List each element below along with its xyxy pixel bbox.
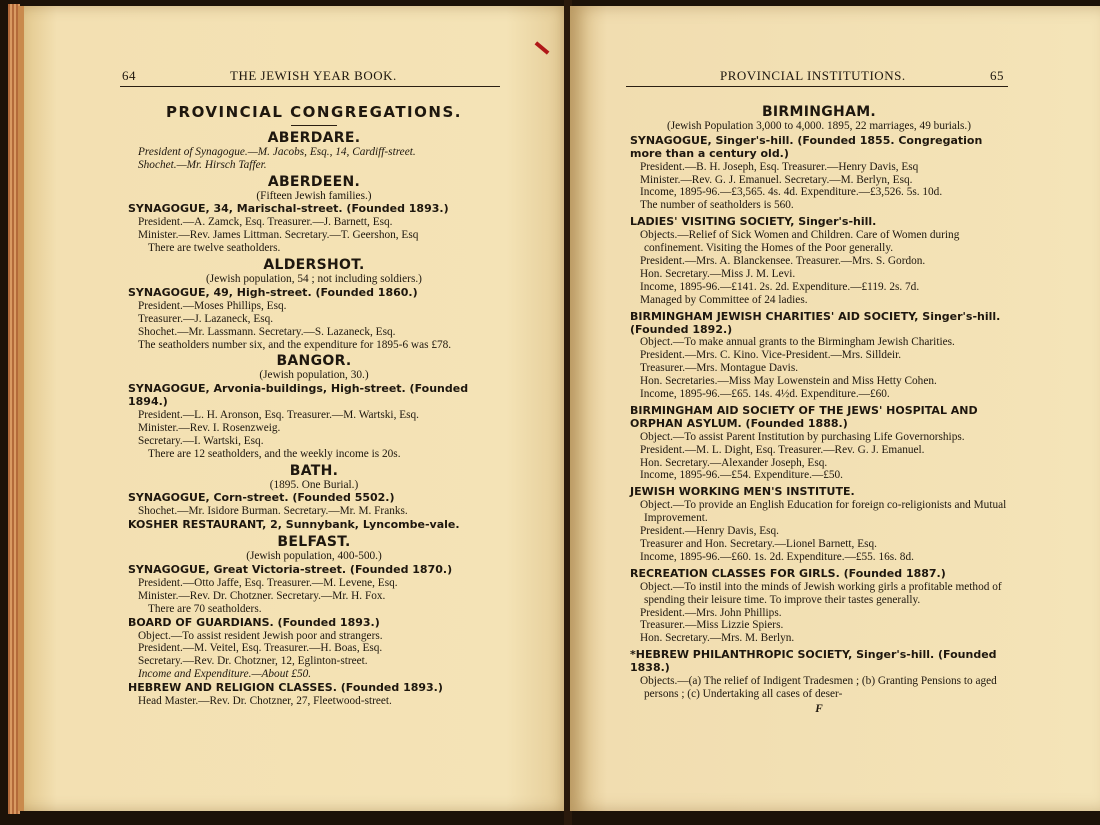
right-running-head: PROVINCIAL INSTITUTIONS. bbox=[720, 68, 906, 83]
entry-line: Minister.—Rev. G. J. Emanuel. Secretary.—M. Berlyn, Esq. bbox=[640, 173, 913, 186]
town-subtitle: (1895. One Burial.) bbox=[269, 478, 359, 491]
entry-line: Treasurer.—Miss Lizzie Spiers. bbox=[640, 619, 784, 632]
entry-line: SYNAGOGUE, Singer's-hill. (Founded 1855. Congregation more than a century old.) bbox=[630, 133, 983, 160]
town-subtitle: (Jewish Population 3,000 to 4,000. 1895, 22 marriages, 49 burials.) bbox=[666, 119, 972, 132]
entry-line: BOARD OF GUARDIANS. (Founded 1893.) bbox=[128, 615, 380, 629]
entry-line: Minister.—Rev. Dr. Chotzner. Secretary.—Mr. H. Fox. bbox=[138, 589, 386, 602]
left-head-rule bbox=[120, 86, 500, 87]
entry-line: Secretary.—Rev. Dr. Chotzner, 12, Eglinton-street. bbox=[138, 655, 368, 668]
entry-line: Income, 1895-96.—£54. Expenditure.—£50. bbox=[640, 469, 843, 482]
entry-line: KOSHER RESTAURANT, 2, Sunnybank, Lyncombe-vale. bbox=[128, 518, 460, 532]
right-page bbox=[570, 6, 1100, 811]
town-heading: ALDERSHOT. bbox=[263, 257, 365, 274]
left-page-number: 64 bbox=[122, 68, 136, 83]
entry-line: Income and Expenditure.—About £50. bbox=[138, 668, 312, 681]
entry-line: President.—Mrs. C. Kino. Vice-President.—Mrs. Silldeir. bbox=[640, 349, 902, 362]
town-heading: ABERDEEN. bbox=[267, 173, 361, 190]
title-rule bbox=[291, 125, 337, 126]
entry-line: Hon. Secretary.—Alexander Joseph, Esq. bbox=[640, 456, 828, 469]
entry-line: There are 70 seatholders. bbox=[148, 602, 262, 615]
entry-line: Objects.—(a) The relief of Indigent Tradesmen ; (b) Granting Pensions to aged persons ; (c) Undertaking all cases of deser- bbox=[640, 675, 997, 700]
entry-line: Managed by Committee of 24 ladies. bbox=[640, 293, 808, 306]
entry-line: JEWISH WORKING MEN'S INSTITUTE. bbox=[630, 485, 855, 499]
entry-line: SYNAGOGUE, Arvonia-buildings, High-street. (Founded 1894.) bbox=[128, 382, 469, 409]
entry-line: Shochet.—Mr. Lassmann. Secretary.—S. Lazaneck, Esq. bbox=[138, 325, 396, 338]
right-column bbox=[630, 102, 1008, 716]
town-heading: BANGOR. bbox=[276, 353, 352, 370]
town-heading: BATH. bbox=[289, 462, 339, 479]
entry-line: President.—Henry Davis, Esq. bbox=[640, 525, 779, 538]
entry-line: Object.—To instil into the minds of Jewish working girls a profitable method of spending their leisure time. To improve their tastes generally. bbox=[640, 580, 1002, 606]
town-subtitle: (Jewish population, 54 ; not including soldiers.) bbox=[206, 272, 422, 285]
entry-line: President of Synagogue.—M. Jacobs, Esq., 14, Cardiff-street. bbox=[138, 145, 416, 158]
entry-line: President.—Mrs. A. Blanckensee. Treasurer.—Mrs. S. Gordon. bbox=[640, 254, 926, 267]
entry-line: Object.—To assist resident Jewish poor and strangers. bbox=[138, 629, 383, 642]
entry-line: Object.—To assist Parent Institution by purchasing Life Governorships. bbox=[640, 430, 965, 443]
signature-mark: F bbox=[815, 702, 823, 715]
right-head-rule bbox=[626, 86, 1008, 87]
entry-line: BIRMINGHAM AID SOCIETY OF THE JEWS' HOSPITAL AND ORPHAN ASYLUM. (Founded 1888.) bbox=[630, 403, 978, 430]
left-page bbox=[18, 6, 572, 811]
entry-line: Minister.—Rev. James Littman. Secretary.—T. Geershon, Esq bbox=[138, 229, 419, 242]
entry-line: BIRMINGHAM JEWISH CHARITIES' AID SOCIETY, Singer's-hill. (Founded 1892.) bbox=[630, 309, 1001, 336]
ink-mark bbox=[535, 41, 550, 54]
entry-line: Head Master.—Rev. Dr. Chotzner, 27, Fleetwood-street. bbox=[138, 695, 392, 708]
entry-line: There are twelve seatholders. bbox=[148, 242, 281, 255]
entry-line: Income, 1895-96.—£3,565. 4s. 4d. Expenditure.—£3,526. 5s. 10d. bbox=[640, 186, 943, 199]
entry-line: RECREATION CLASSES FOR GIRLS. (Founded 1887.) bbox=[630, 566, 946, 580]
town-subtitle: (Fifteen Jewish families.) bbox=[256, 189, 372, 202]
entry-line: Hon. Secretaries.—Miss May Lowenstein and Miss Hetty Cohen. bbox=[640, 375, 937, 388]
entry-line: Shochet.—Mr. Isidore Burman. Secretary.—Mr. M. Franks. bbox=[138, 505, 408, 518]
town-heading: BIRMINGHAM. bbox=[761, 104, 877, 120]
entry-line: Income, 1895-96.—£65. 14s. 4½d. Expenditure.—£60. bbox=[640, 388, 890, 401]
entry-line: The seatholders number six, and the expenditure for 1895-6 was £78. bbox=[138, 338, 452, 351]
entry-line: HEBREW AND RELIGION CLASSES. (Founded 1893.) bbox=[128, 681, 443, 695]
entry-line: SYNAGOGUE, 34, Marischal-street. (Founded 1893.) bbox=[128, 202, 449, 216]
entry-line: Treasurer and Hon. Secretary.—Lionel Barnett, Esq. bbox=[640, 538, 877, 550]
entry-line: President.—Mrs. John Phillips. bbox=[640, 606, 782, 619]
entry-line: President.—Otto Jaffe, Esq. Treasurer.—M. Levene, Esq. bbox=[138, 576, 398, 589]
entry-line: Secretary.—I. Wartski, Esq. bbox=[138, 434, 264, 447]
entry-line: President.—A. Zamck, Esq. Treasurer.—J. Barnett, Esq. bbox=[138, 216, 393, 229]
entry-line: *HEBREW PHILANTHROPIC SOCIETY, Singer's-hill. (Founded 1838.) bbox=[630, 648, 997, 675]
entry-line: Objects.—Relief of Sick Women and Children. Care of Women during confinement. Visiting the Homes of the Poor generally. bbox=[640, 229, 960, 255]
entry-line: Object.—To make annual grants to the Birmingham Jewish Charities. bbox=[640, 336, 955, 349]
entry-line: SYNAGOGUE, 49, High-street. (Founded 1860.) bbox=[128, 285, 418, 299]
town-heading: BELFAST. bbox=[277, 534, 351, 551]
entry-line: LADIES' VISITING SOCIETY, Singer's-hill. bbox=[630, 215, 877, 229]
entry-line: Object.—To provide an English Education for foreign co-religionists and Mutual Improvement. bbox=[640, 499, 1007, 525]
town-heading: ABERDARE. bbox=[267, 129, 361, 146]
entry-line: Minister.—Rev. I. Rosenzweig. bbox=[138, 421, 281, 434]
right-page-number: 65 bbox=[990, 68, 1004, 83]
entry-line: President.—M. Veitel, Esq. Treasurer.—H. Boas, Esq. bbox=[138, 642, 383, 655]
entry-line: Income, 1895-96.—£141. 2s. 2d. Expenditure.—£119. 2s. 7d. bbox=[640, 280, 920, 293]
entry-line: Hon. Secretary.—Miss J. M. Levi. bbox=[640, 267, 796, 280]
entry-line: There are 12 seatholders, and the weekly income is 20s. bbox=[148, 447, 401, 460]
left-column bbox=[128, 103, 500, 708]
entry-line: Shochet.—Mr. Hirsch Taffer. bbox=[138, 158, 267, 171]
entry-line: President.—B. H. Joseph, Esq. Treasurer.—Henry Davis, Esq bbox=[640, 160, 919, 173]
entry-line: President.—M. L. Dight, Esq. Treasurer.—Rev. G. J. Emanuel. bbox=[640, 443, 925, 456]
entry-line: President.—Moses Phillips, Esq. bbox=[138, 299, 287, 312]
entry-line: The number of seatholders is 560. bbox=[640, 199, 794, 212]
entry-line: Hon. Secretary.—Mrs. M. Berlyn. bbox=[640, 632, 795, 645]
entry-line: Income, 1895-96.—£60. 1s. 2d. Expenditure.—£55. 16s. 8d. bbox=[640, 550, 914, 563]
entry-line: SYNAGOGUE, Corn-street. (Founded 5502.) bbox=[128, 491, 395, 505]
entry-line: Treasurer.—Mrs. Montague Davis. bbox=[640, 362, 799, 375]
entry-line: President.—L. H. Aronson, Esq. Treasurer.—M. Wartski, Esq. bbox=[138, 409, 419, 422]
entry-line: SYNAGOGUE, Great Victoria-street. (Founded 1870.) bbox=[128, 563, 453, 576]
town-subtitle: (Jewish population, 400-500.) bbox=[246, 550, 382, 563]
left-running-head: THE JEWISH YEAR BOOK. bbox=[230, 68, 397, 83]
town-subtitle: (Jewish population, 30.) bbox=[259, 369, 369, 382]
entry-line: Treasurer.—J. Lazaneck, Esq. bbox=[138, 312, 274, 325]
main-title: PROVINCIAL CONGREGATIONS. bbox=[166, 103, 462, 121]
